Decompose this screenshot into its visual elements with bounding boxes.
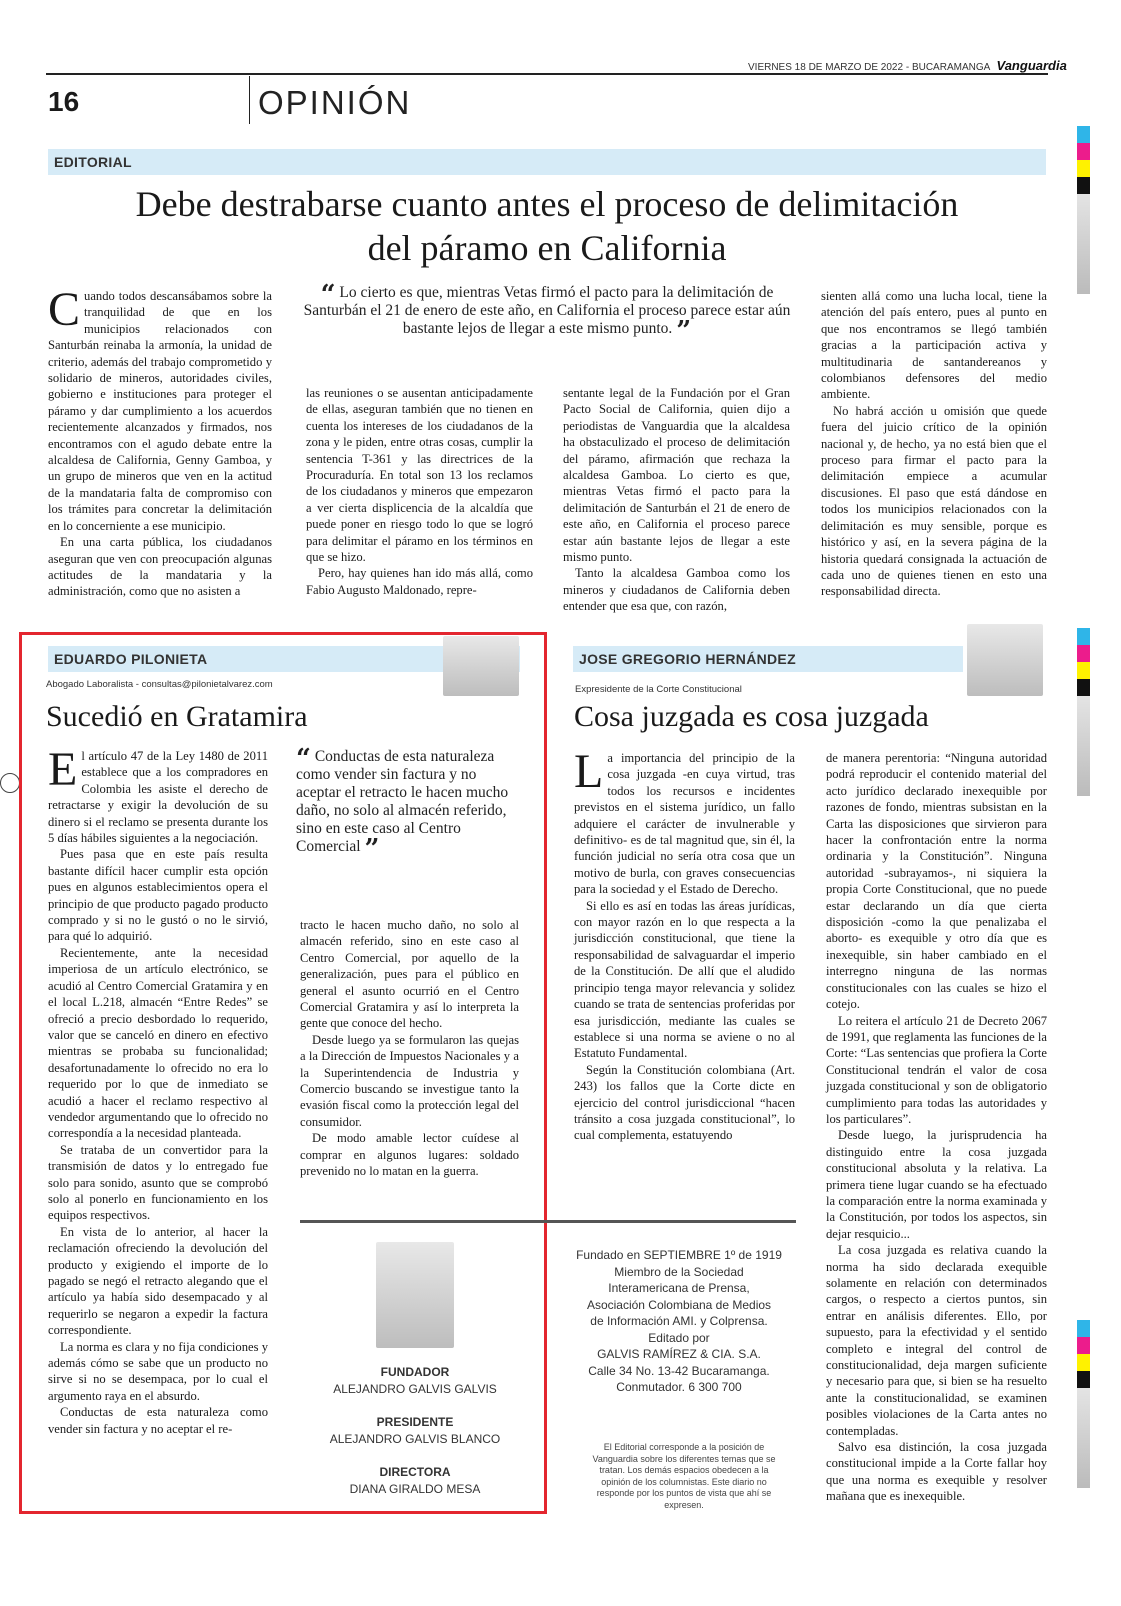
header-rule bbox=[46, 73, 1048, 75]
masthead-rule bbox=[300, 1220, 796, 1223]
editorial-headline: Debe destrabarse cuanto antes el proceso de delimitación del páramo en California bbox=[135, 184, 959, 268]
color-registration-middle bbox=[1077, 628, 1090, 796]
column-left-col-2: tracto le hacen mucho daño, no solo al almacén referido, sino en este caso al Centro Comercial, por aquello de la generalización, pues para el público en general el asunto ocurrió en el Centro Comercial Gratamira y así lo interpreta la gente que conoce del hecho. Desde luego ya se formularon las quejas a la Dirección de Impuestos Nacionales y a la Superintendencia de Industria y Comercio buscando se investigue tanto la evasión fiscal como la protección legal del consumidor. De modo amable lector cuídese al comprar en algunos lugares: soldado prevenido no lo matan en la guerra. bbox=[300, 918, 519, 1179]
author-photo-pilonieta bbox=[443, 636, 519, 696]
column-right-bio: Expresidente de la Corte Constitucional bbox=[575, 684, 742, 695]
column-left-dropcap: E bbox=[48, 743, 78, 796]
color-registration-top bbox=[1077, 126, 1090, 294]
column-left-title: Sucedió en Gratamira bbox=[46, 700, 308, 733]
brand-logo: Vanguardia bbox=[996, 58, 1067, 73]
editorial-bar bbox=[48, 149, 1046, 175]
editorial-col-2: las reuniones o se ausentan anticipadamente de ellas, aseguran también que no tienen en cuenta los intereses de los ciudadanos de la zona y le piden, entre otras cosas, cumplir la sentencia T-361 y las directrices de la Procuraduría. En total son 13 los reclamos de los ciudadanos y mineros que empezaron a ver cierta displicencia de la alcaldía que puede poner en riesgo todo lo que se logró para delimitar el páramo en los términos en que se hizo. Pero, hay quienes han ido más allá, como Fabio Augusto Maldonado, repre- bbox=[306, 386, 533, 597]
editorial-dropcap: C bbox=[48, 283, 81, 336]
color-registration-bottom bbox=[1077, 1320, 1090, 1488]
column-right-col-1: L a importancia del principio de la cosa juzgada -en cuya virtud, tras todos los recursos e incidentes previstos en el sistema jurídico, un fallo adquiere el carácter de invulnerable y definitivo- es de tal magnitud que, sin él, la función judicial no sería otra cosa que un motivo de burla, con graves consecuencias para la sociedad y el Estado de Derecho. Si ello es así en todas las áreas jurídicas, con mayor razón en lo que respecta a la jurisdicción constitucional, que tiene la responsabilidad de salvaguardar el imperio de la Constitución. De allí que el aludido principio tenga mayor relevancia y solidez cuando se trata de sentencias proferidas por esa jurisdicción, mediante las cuales se establece si una norma se aviene o no al Estatuto Fundamental. Según la Constitución colombiana (Art. 243) los fallos que la Corte dicte en ejercicio del control jurisdiccional “hacen tránsito a cosa juzgada constitucional”, lo cual complementa, estatuyendo bbox=[574, 745, 795, 1143]
section-divider bbox=[249, 76, 250, 124]
column-right-author: JOSE GREGORIO HERNÁNDEZ bbox=[579, 651, 796, 667]
author-photo-hernandez bbox=[967, 624, 1043, 696]
registration-mark bbox=[0, 773, 20, 793]
column-right-col-2: de manera perentoria: “Ninguna autoridad podrá reproducir el contenido material del acto jurídico declarado inexequible por razones de fondo, mientras subsistan en la Carta las disposiciones que sirvieron para hacer la confrontación entre la norma ordinaria y la Constitución”. Ninguna autoridad -subrayamos-, ni siquiera la propia Corte Constitucional, que no puede estar declarando un día que cierta disposición -como la que penalizaba el aborto- es exequible y otro día que es inexequible, sin haber cambiado en el interregno ninguna de las normas constitucionales con las cuales se hizo el cotejo. Lo reitera el artículo 21 de Decreto 2067 de 1991, que reglamenta las funciones de la Corte: “Las sentencias que profiera la Corte Constitucional tendrán el valor de cosa juzgada constitucional y son de obligatorio cumplimiento para todas las autoridades y los particulares”. Desde luego, la jurisprudencia ha distinguido entre la cosa juzgada constitucional absoluta y la relativa. La primera tiene lugar cuando se ha efectuado la comparación entre la norma examinada y la Constitución, por todos los aspectos, sin dejar resquicio... La cosa juzgada es relativa cuando la norma ha sido declarada exequible solamente en relación con determinados cargos, o respecto a ciertos puntos, sin entrar en análisis diferentes. Ello, por supuesto, para la efectividad y el sentido completo e integral del control de constitucionalidad, deja margen suficiente y necesario para que, si bien se ha resuelto ante la constitucionalidad, se examinen posibles violaciones de la Carta antes no contempladas. Salvo esa distinción, la cosa juzgada constitucional impide a la Corte fallar hoy que una norma es exequible y resolver mañana que es inexequible. bbox=[826, 751, 1047, 1504]
column-left-col-1: E l artículo 47 de la Ley 1480 de 2011 establece que a los compradores en Colombia les asiste el derecho de retractarse y exigir la devolución de su dinero si el reclamo se presenta durante los 5 días hábiles siguientes a la negociación. Pues pasa que en este país resulta bastante difícil hacer cumplir esta opción pues en algunos establecimientos opera el principio de que producto pagado producto comprado y si no le gustó o no le sirvió, para qué lo adquirió. Recientemente, ante la necesidad imperiosa de un artículo electrónico, se acudió al Centro Comercial Gratamira y en el local L.218, almacén “Entre Redes” se ofreció a precio desbordado lo requerido, valor que se canceló en dinero en efectivo mientras se probaba su funcionalidad; desafortunadamente lo ofrecido no era lo requerido por lo que de inmediato se acudió a hacer el reclamo respectivo al vendedor argumentando que lo ofrecido no correspondía a la necesidad planteada. Se trataba de un convertidor para la transmisión de datos y lo entregado fue solo para sonido, asunto que se comprobó solo al ponerlo en funcionamiento en los equipos respectivos. En vista de lo anterior, al hacer la reclamación ofreciendo la devolución del producto y exigiendo el importe de lo pagado se negó el retracto alegando que el artículo ya había sido desempacado y al requerirlo se negaron a expedir la factura correspondiente. La norma es clara y no fija condiciones y además cómo se sabe que un producto no sirve si no se desempaca, por lo cual el argumento raya en el absurdo. Conductas de esta naturaleza como vender sin factura y no aceptar el re- bbox=[48, 743, 268, 1436]
masthead-staff: FUNDADOR ALEJANDRO GALVIS GALVIS PRESIDENTE ALEJANDRO GALVIS BLANCO DIRECTORA DIANA GIRALDO MESA bbox=[329, 1365, 501, 1496]
editorial-kicker: EDITORIAL bbox=[54, 154, 132, 170]
page-number: 16 bbox=[48, 86, 80, 117]
column-right-title: Cosa juzgada es cosa juzgada bbox=[574, 700, 929, 733]
column-left-pullquote: “ Conductas de esta naturaleza como vender sin factura y no aceptar el retracto le hacen mucho daño, no solo al almacén referido, sino en este caso al Centro Comercial ” bbox=[296, 744, 509, 864]
column-left-bio: Abogado Laboralista - consultas@pilonietalvarez.com bbox=[46, 679, 273, 690]
column-left-author: EDUARDO PILONIETA bbox=[54, 651, 208, 667]
editorial-col-4: sienten allá como una lucha local, tiene la atención del país entero, pues al punto en que nos encontramos se llegó también gracias a la participación activa y multitudinaria de santandereanos y colombianos defensores del medio ambiente. No habrá acción u omisión que quede fuera del juicio crítico de la opinión nacional y, de hecho, ya no está bien que el proceso para firmar el pacto para la delimitación empiece a acumular discusiones. El paso que está dándose en todos los municipios relacionados con la delimitación es muy sensible, porque es histórico y así, en la severa página de la historia quedará consignada la actuación de cada uno de quienes tienen en esto una responsabilidad directa. bbox=[821, 289, 1047, 599]
section-title: OPINIÓN bbox=[258, 84, 412, 121]
founder-photo bbox=[376, 1242, 454, 1348]
column-right-dropcap: L bbox=[574, 745, 604, 798]
editorial-col-3: sentante legal de la Fundación por el Gran Pacto Social de California, quien dijo a periodistas de Vanguardia que la alcaldesa ha obstaculizado el proceso de delimitación del páramo, afirmación que rechaza la alcaldesa Gamboa. Lo cierto es que, mientras Vetas firmó el pacto para la delimitación de Santurbán el 21 de enero de este año, en California el proceso parece estar aún bastante lejos de llegar a este mismo punto. Tanto la alcaldesa Gamboa como los mineros y ciudadanos de California deben entender que esa que, con razón, bbox=[563, 386, 790, 614]
masthead-disclaimer: El Editorial corresponde a la posición de Vanguardia sobre los diferentes temas que se tratan. Los demás espacios obedecen a la opinión de los columnistas. Este diario no responde por los puntos de vista que ahí se expresen. bbox=[592, 1442, 776, 1510]
masthead-info: Fundado en SEPTIEMBRE 1º de 1919 Miembro de la Sociedad Interamericana de Prensa, Asociación Colombiana de Medios de Información AMI. y Colprensa. Editado por GALVIS RAMÍREZ & CIA. S.A. Calle 34 No. 13-42 Bucaramanga. Conmutador. 6 300 700 bbox=[576, 1248, 782, 1394]
column-right-bar bbox=[573, 646, 963, 672]
editorial-col-1: C uando todos descansábamos sobre la tranquilidad de que en los municipios relacionados con Santurbán reinaba la armonía, la unidad de criterio, además del trabajo comprometido y solidario de mineros, autoridades civiles, gobierno e instituciones para proteger el páramo y dar cumplimiento a los acuerdos recientemente alcanzados y firmados, nos encontramos con el agudo debate entre la alcaldesa de California, Genny Gamboa, y un grupo de mineros que ven en la actitud de la mandataria falta de compromiso con los trámites para concretar la delimitación en lo concerniente a ese municipio. En una carta pública, los ciudadanos aseguran que ven con preocupación algunas actitudes de la mandataria y la administración, como que no asisten a bbox=[48, 283, 272, 599]
dateline: VIERNES 18 DE MARZO DE 2022 - BUCARAMANGA Vanguardia bbox=[748, 58, 1067, 73]
editorial-pullquote: “ Lo cierto es que, mientras Vetas firmó el pacto para la delimitación de Santurbán el 21 de enero de este año, en California el proceso parece estar aún bastante lejos de llegar a este mismo punto. ” bbox=[303, 280, 791, 346]
